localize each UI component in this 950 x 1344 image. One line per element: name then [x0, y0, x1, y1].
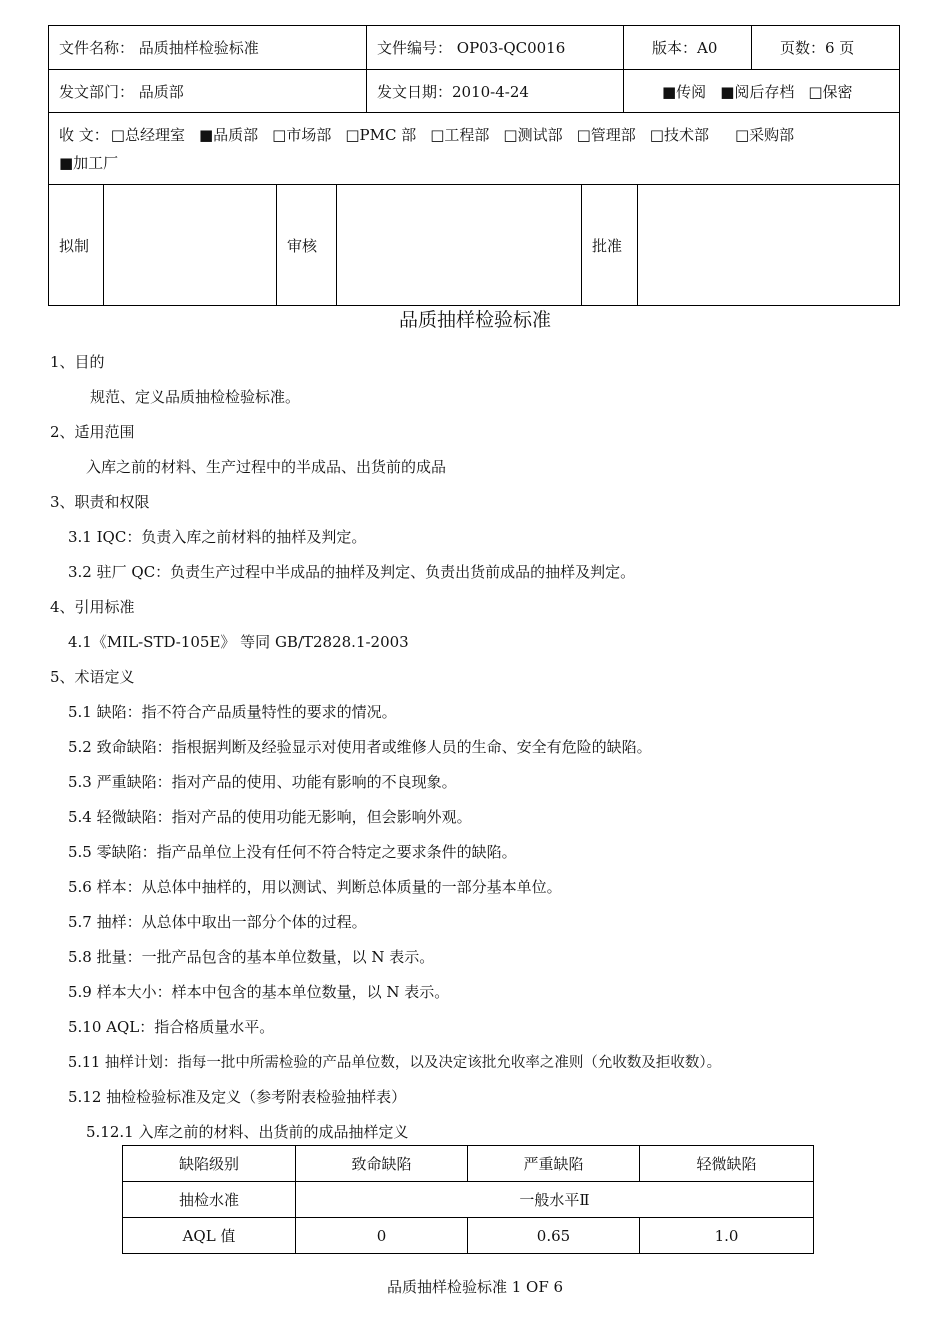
flag-archive: ■阅后存档 — [720, 82, 795, 101]
section-5-7: 5.7 抽样：从总体中取出一部分个体的过程。 — [68, 913, 367, 931]
section-5-12-1: 5.12.1 入库之前的材料、出货前的成品抽样定义 — [86, 1123, 409, 1141]
section-3-1: 3.1 IQC：负责入库之前材料的抽样及判定。 — [68, 528, 367, 546]
header-row-2 — [49, 70, 899, 113]
review-label: 审核 — [277, 185, 337, 305]
section-2-heading: 2、适用范围 — [50, 423, 135, 441]
section-5-5: 5.5 零缺陷：指产品单位上没有任何不符合特定之要求条件的缺陷。 — [68, 843, 517, 861]
section-5-2: 5.2 致命缺陷：指根据判断及经验显示对使用者或维修人员的生命、安全有危险的缺陷。 — [68, 738, 652, 756]
sampling-table — [122, 1145, 814, 1254]
section-1-heading: 1、目的 — [50, 353, 105, 371]
issue-date: 发文日期：2010-4-24 — [367, 70, 624, 112]
table-row — [123, 1146, 814, 1182]
section-2-body: 入库之前的材料、生产过程中的半成品、出货前的成品 — [86, 458, 447, 476]
section-5-9: 5.9 样本大小：样本中包含的基本单位数量，以 N 表示。 — [68, 983, 450, 1001]
recipients-row — [49, 113, 899, 185]
flag-circulate: ■传阅 — [662, 82, 707, 101]
recipient-engineering: □工程部 — [430, 126, 490, 144]
file-number: 文件编号： OP03-QC0016 — [367, 26, 624, 69]
section-5-12: 5.12 抽检检验标准及定义（参考附表检验抽样表） — [68, 1088, 407, 1106]
document-header — [48, 25, 900, 306]
inspection-level-value: 一般水平Ⅱ — [296, 1182, 814, 1218]
section-5-heading: 5、术语定义 — [50, 668, 135, 686]
version: 版本：A0 — [624, 26, 752, 69]
table-header-cell: 缺陷级别 — [123, 1146, 296, 1182]
recipient-technical: □技术部 — [649, 126, 709, 144]
section-5-8: 5.8 批量：一批产品包含的基本单位数量，以 N 表示。 — [68, 948, 435, 966]
page-count: 页数：6 页 — [780, 39, 855, 57]
draft-label: 拟制 — [49, 185, 104, 305]
table-header-cell: 致命缺陷 — [296, 1146, 468, 1182]
review-signature-box — [337, 185, 582, 305]
recipient-marketing: □市场部 — [272, 126, 332, 144]
section-5-6: 5.6 样本：从总体中抽样的，用以测试、判断总体质量的一部分基本单位。 — [68, 878, 562, 896]
section-5-10: 5.10 AQL：指合格质量水平。 — [68, 1018, 275, 1036]
signature-row — [49, 185, 899, 305]
aql-label: AQL 值 — [123, 1218, 296, 1254]
recipient-gm-office: □总经理室 — [110, 126, 185, 144]
table-row — [123, 1182, 814, 1218]
flag-confidential: □保密 — [808, 82, 853, 101]
table-header-cell: 轻微缺陷 — [640, 1146, 814, 1182]
section-5-1: 5.1 缺陷：指不符合产品质量特性的要求的情况。 — [68, 703, 397, 721]
distribution-flags — [624, 70, 897, 112]
recipients-label: 收 文： — [59, 126, 109, 144]
section-5-4: 5.4 轻微缺陷：指对产品的使用功能无影响，但会影响外观。 — [68, 808, 472, 826]
section-4-heading: 4、引用标准 — [50, 598, 135, 616]
recipient-pmc: □PMC 部 — [345, 126, 417, 144]
section-4-1: 4.1《MIL-STD-105E》 等同 GB/T2828.1-2003 — [68, 633, 409, 651]
aql-minor: 1.0 — [640, 1218, 814, 1254]
document-title: 品质抽样检验标准 — [398, 309, 551, 331]
header-row-1 — [49, 26, 899, 70]
file-name: 文件名称： 品质抽样检验标准 — [49, 26, 367, 69]
department: 发文部门： 品质部 — [49, 70, 367, 112]
section-3-2: 3.2 驻厂 QC：负责生产过程中半成品的抽样及判定、负责出货前成品的抽样及判定。 — [68, 563, 636, 581]
aql-critical: 0 — [296, 1218, 468, 1254]
approve-label: 批准 — [582, 185, 638, 305]
recipient-management: □管理部 — [576, 126, 636, 144]
aql-major: 0.65 — [468, 1218, 640, 1254]
section-5-3: 5.3 严重缺陷：指对产品的使用、功能有影响的不良现象。 — [68, 773, 457, 791]
draft-signature-box — [104, 185, 277, 305]
recipient-purchasing: □采购部 — [734, 126, 795, 144]
table-row — [123, 1218, 814, 1254]
table-header-cell: 严重缺陷 — [468, 1146, 640, 1182]
section-1-body: 规范、定义品质抽检检验标准。 — [90, 388, 301, 406]
section-5-11: 5.11 抽样计划：指每一批中所需检验的产品单位数，以及决定该批允收率之准则（允收数及拒收数）。 — [68, 1055, 722, 1071]
page-footer: 品质抽样检验标准 1 OF 6 — [386, 1278, 564, 1296]
recipient-testing: □测试部 — [503, 126, 563, 144]
recipient-quality: ■品质部 — [198, 126, 259, 144]
inspection-level-label: 抽检水准 — [123, 1182, 296, 1218]
section-3-heading: 3、职责和权限 — [50, 493, 150, 511]
recipient-processing-plant: ■加工厂 — [59, 154, 119, 172]
approve-signature-box — [638, 185, 897, 305]
